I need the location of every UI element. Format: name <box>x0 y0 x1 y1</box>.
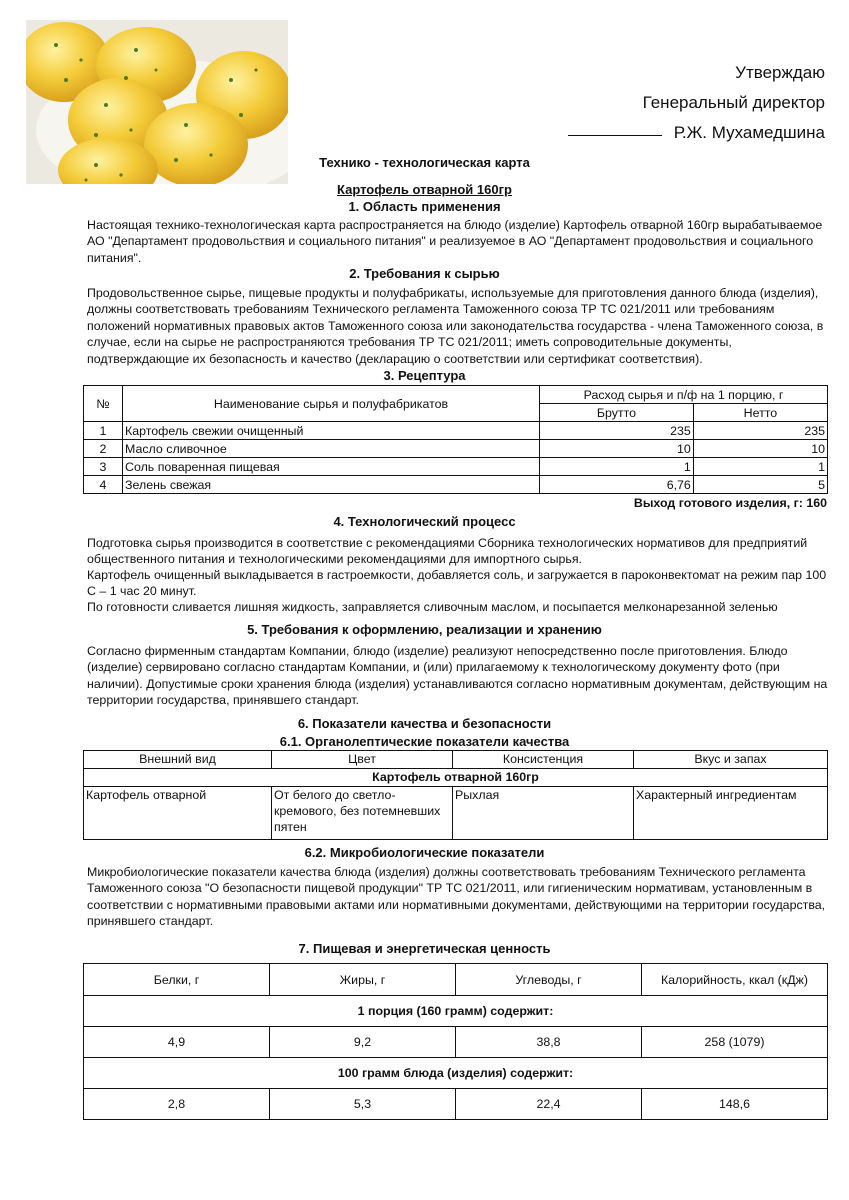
section-4-line-1: Подготовка сырья производится в соответствие с рекомендациями Сборника технологических нормативов для предприятий общественного питания и технологическими рекомендациями для импортного сырья. <box>87 536 808 567</box>
row-num: 1 <box>84 422 123 440</box>
row-num: 3 <box>84 458 123 476</box>
recipe-header-row <box>84 386 828 404</box>
approval-label: Утверждаю <box>735 63 825 82</box>
portion-fats: 9,2 <box>270 1027 456 1058</box>
section-6-1-heading: 6.1. Органолептические показатели качества <box>279 734 570 749</box>
col-proteins: Белки, г <box>84 964 270 996</box>
organoleptic-header-row <box>84 751 828 769</box>
row-brutto: 1 <box>540 458 694 476</box>
row-netto: 1 <box>693 458 827 476</box>
col-appearance: Внешний вид <box>84 751 272 769</box>
section-6-2-heading: 6.2. Микробиологические показатели <box>304 845 545 860</box>
row-name: Масло сливочное <box>123 440 540 458</box>
taste-smell-value: Характерный ингредиентам <box>634 787 828 840</box>
row-netto: 235 <box>693 422 827 440</box>
col-color: Цвет <box>272 751 453 769</box>
row-netto: 5 <box>693 476 827 494</box>
per100-calories: 148,6 <box>642 1089 828 1120</box>
per100-label-row <box>84 1058 828 1089</box>
table-row <box>84 440 828 458</box>
nutrition-header-row <box>84 964 828 996</box>
section-4-line-2: Картофель очищенный выкладывается в гастроемкости, добавляется соль, и загружается в пароконвектомат на режим пар 100 С – 1 час 20 минут. <box>87 568 827 599</box>
col-name-header: Наименование сырья и полуфабрикатов <box>123 386 540 422</box>
per100-label: 100 грамм блюда (изделия) содержит: <box>84 1058 828 1089</box>
col-consistency: Консистенция <box>453 751 634 769</box>
table-row <box>84 458 828 476</box>
table-row <box>84 1027 828 1058</box>
table-row <box>84 1089 828 1120</box>
row-brutto: 235 <box>540 422 694 440</box>
section-4-heading: 4. Технологический процесс <box>333 514 516 529</box>
row-netto: 10 <box>693 440 827 458</box>
portion-label-row <box>84 996 828 1027</box>
section-3-heading: 3. Рецептура <box>383 368 466 383</box>
col-brutto-header: Брутто <box>540 404 694 422</box>
row-brutto: 10 <box>540 440 694 458</box>
section-7-heading: 7. Пищевая и энергетическая ценность <box>298 941 551 956</box>
row-brutto: 6,76 <box>540 476 694 494</box>
section-6-2-text: Микробиологические показатели качества блюда (изделия) должны соответствовать требованиям Технического регламента Таможенного союза "О безопасности пищевой продукции" ТР ТС 021/2011, или гигиеническим нормативам, установленным в соответствии с нормативными правовыми актами или нормативными документами, действующими на территории государства, принявшего стандарт. <box>87 865 826 929</box>
approver-position: Генеральный директор <box>642 93 825 112</box>
col-fats: Жиры, г <box>270 964 456 996</box>
section-2-text: Продовольственное сырье, пищевые продукты и полуфабрикаты, используемые для приготовления данного блюда (изделия), должны соответствовать требованиям Технического регламента Таможенного союза ТР ТС 021/2011 или требованиям положений нормативных правовых актов Таможенного союза или законодательства государства - члена Таможенного союза, в случае, если на сырье не распространяются требования ТР ТС 021/2011; иметь сопроводительные документы, подтверждающие их безопасность и качество (декларацию о соответствии или сертификат соответствия). <box>87 286 824 366</box>
section-5-text: Согласно фирменным стандартам Компании, блюдо (изделие) реализуют непосредственно после приготовления. Блюдо (изделие) сервировано согласно стандартам Компании, и (или) прилагаемому к технологическому документу фото (при наличии). Допустимые сроки хранения блюда (изделия) устанавливаются согласно нормативным документам, действующим на территории государства, принявшего стандарт. <box>87 644 828 708</box>
col-taste-smell: Вкус и запах <box>634 751 828 769</box>
nutrition-table <box>83 963 828 1120</box>
organoleptic-table <box>83 750 828 840</box>
yield-text: Выход готового изделия, г: 160 <box>633 496 827 510</box>
per100-fats: 5,3 <box>270 1089 456 1120</box>
approver-signature-row <box>568 118 825 148</box>
col-calories: Калорийность, ккал (кДж) <box>642 964 828 996</box>
portion-proteins: 4,9 <box>84 1027 270 1058</box>
row-name: Соль поваренная пищевая <box>123 458 540 476</box>
row-name: Зелень свежая <box>123 476 540 494</box>
appearance-value: Картофель отварной <box>84 787 272 840</box>
section-6-heading: 6. Показатели качества и безопасности <box>297 716 552 731</box>
col-consumption-header: Расход сырья и п/ф на 1 порцию, г <box>540 386 828 404</box>
table-row <box>84 422 828 440</box>
recipe-table <box>83 385 828 494</box>
per100-proteins: 2,8 <box>84 1089 270 1120</box>
approval-block <box>568 58 825 148</box>
col-carbs: Углеводы, г <box>456 964 642 996</box>
section-1-text: Настоящая технико-технологическая карта распространяется на блюдо (изделие) Картофель отварной 160гр вырабатываемое АО "Департамент продовольствия и социального питания" и реализуемое в АО "Департамент продовольствия и социального питания". <box>87 218 823 265</box>
signature-line <box>568 123 662 136</box>
dish-title-wrap <box>0 182 849 197</box>
dish-title: Картофель отварной 160гр <box>337 182 512 197</box>
organoleptic-subheader-row <box>84 769 828 787</box>
document-title: Технико - технологическая карта <box>319 155 530 170</box>
section-1-heading: 1. Область применения <box>348 199 501 214</box>
per100-carbs: 22,4 <box>456 1089 642 1120</box>
row-num: 2 <box>84 440 123 458</box>
row-num: 4 <box>84 476 123 494</box>
section-5-heading: 5. Требования к оформлению, реализации и хранению <box>247 622 602 637</box>
approver-name: Р.Ж. Мухамедшина <box>673 123 825 142</box>
section-4-line-3: По готовности сливается лишняя жидкость, заправляется сливочным маслом, и посыпается мелконарезанной зеленью <box>87 600 778 614</box>
table-row <box>84 787 828 840</box>
consistency-value: Рыхлая <box>453 787 634 840</box>
portion-calories: 258 (1079) <box>642 1027 828 1058</box>
organoleptic-dish-name: Картофель отварной 160гр <box>84 769 828 787</box>
col-netto-header: Нетто <box>693 404 827 422</box>
section-2-heading: 2. Требования к сырью <box>349 266 500 281</box>
col-num-header: № <box>84 386 123 422</box>
portion-carbs: 38,8 <box>456 1027 642 1058</box>
row-name: Картофель свежии очищенный <box>123 422 540 440</box>
portion-label: 1 порция (160 грамм) содержит: <box>84 996 828 1027</box>
color-value: От белого до светло-кремового, без потемневших пятен <box>272 787 453 840</box>
table-row <box>84 476 828 494</box>
